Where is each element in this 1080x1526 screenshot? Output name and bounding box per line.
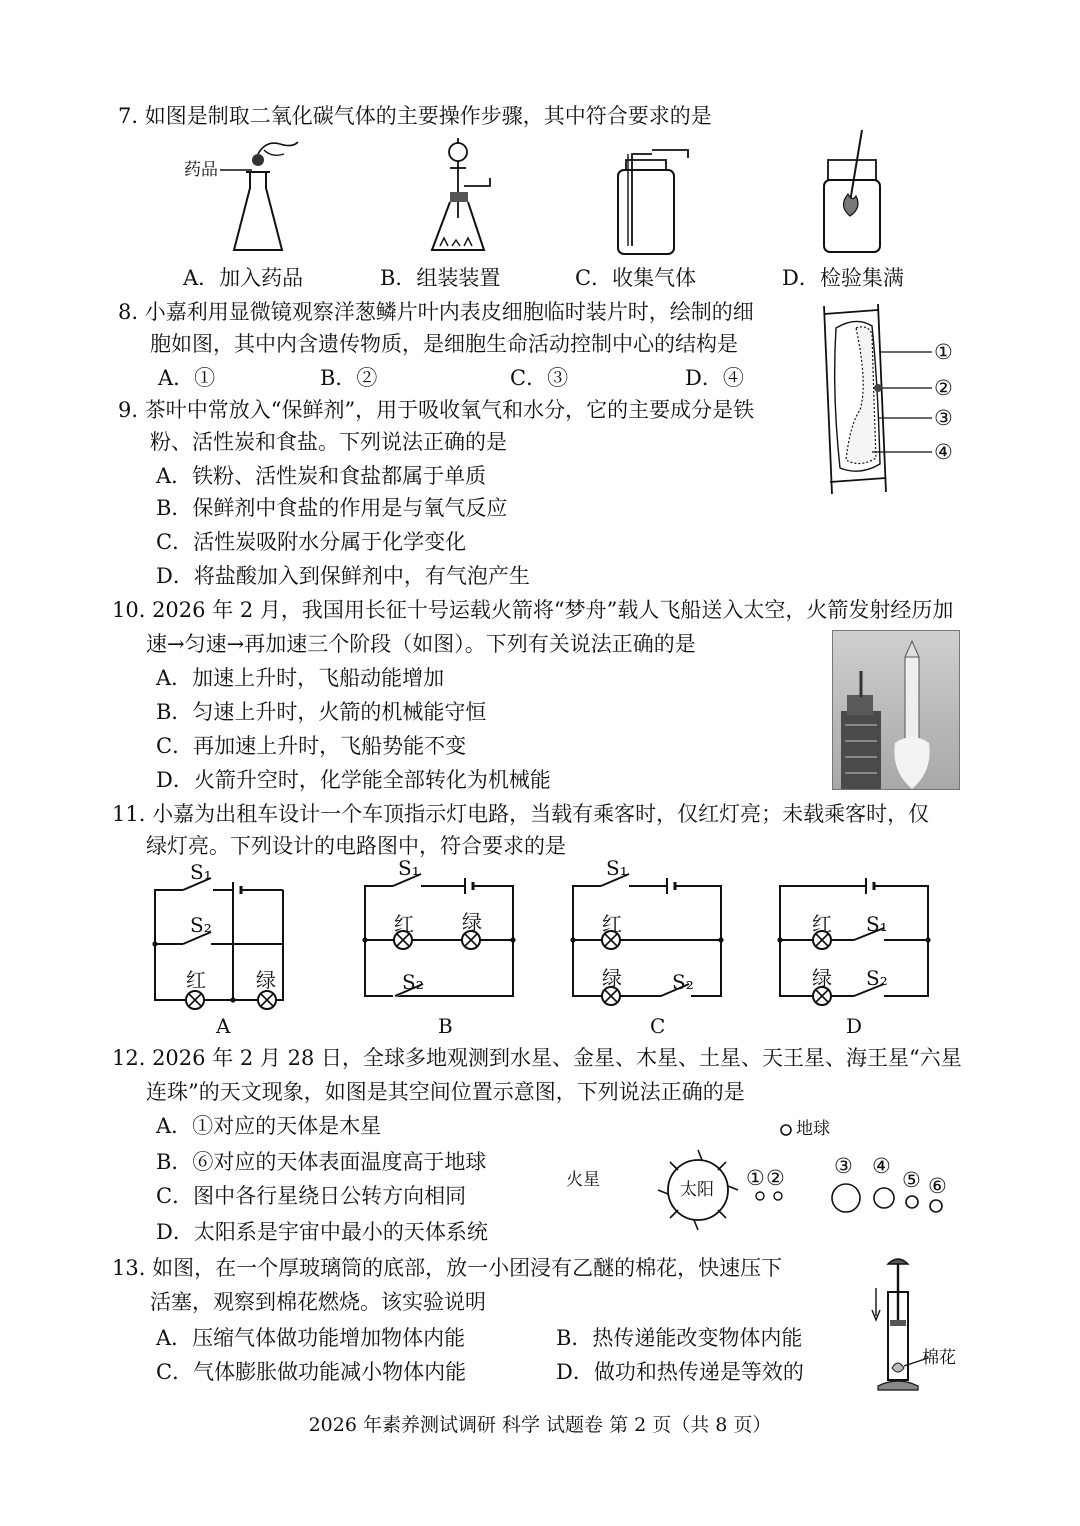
q9-option-b: B．保鲜剂中食盐的作用是与氧气反应 bbox=[156, 496, 508, 520]
q12-stem-line1: 12. 2026 年 2 月 28 日，全球多地观测到水星、金星、木星、土星、天王星、海王星“六星 bbox=[112, 1046, 962, 1070]
circuit-a-s2: S₂ bbox=[190, 913, 212, 937]
q9-option-a: A．铁粉、活性炭和食盐都属于单质 bbox=[156, 464, 487, 488]
planet-marker-3: ③ bbox=[834, 1154, 853, 1178]
q7-drug-label: 药品 bbox=[184, 160, 218, 180]
planet-marker-6: ⑥ bbox=[928, 1174, 947, 1198]
q8-marker-3: ③ bbox=[934, 406, 953, 430]
q7-option-d: D．检验集满 bbox=[782, 266, 904, 290]
circuit-d-green: 绿 bbox=[812, 966, 832, 990]
circuit-b-green: 绿 bbox=[462, 910, 482, 934]
q12-option-a: A．①对应的天体是木星 bbox=[156, 1114, 382, 1138]
q13-option-d: D．做功和热传递是等效的 bbox=[556, 1360, 804, 1384]
circuit-b-red: 红 bbox=[394, 912, 414, 936]
q7-fig-a-add-drug bbox=[180, 138, 310, 258]
q10-stem-line2: 速→匀速→再加速三个阶段（如图）。下列有关说法正确的是 bbox=[146, 632, 696, 656]
page-footer: 2026 年素养测试调研 科学 试题卷 第 2 页（共 8 页） bbox=[308, 1414, 772, 1436]
q8-marker-2: ② bbox=[934, 376, 953, 400]
circuit-a-caption: A bbox=[216, 1014, 231, 1038]
circuit-a-red: 红 bbox=[186, 968, 206, 992]
circuit-b-s2: S₂ bbox=[402, 970, 424, 994]
circuit-d-s2: S₂ bbox=[866, 966, 888, 990]
label-earth: 地球 bbox=[796, 1119, 830, 1139]
q13-stem-line1: 13. 如图，在一个厚玻璃筒的底部，放一小团浸有乙醚的棉花，快速压下 bbox=[112, 1256, 783, 1280]
circuit-a-s1: S₁ bbox=[190, 860, 212, 884]
q12-option-d: D．太阳系是宇宙中最小的天体系统 bbox=[156, 1220, 488, 1244]
q10-option-a: A．加速上升时，飞船动能增加 bbox=[156, 666, 445, 690]
q8-option-c: C．③ bbox=[510, 366, 569, 390]
q10-option-b: B．匀速上升时，火箭的机械能守恒 bbox=[156, 700, 487, 724]
q12-stem-line2: 连珠”的天文现象，如图是其空间位置示意图，下列说法正确的是 bbox=[146, 1080, 745, 1104]
circuit-d-caption: D bbox=[846, 1014, 863, 1038]
circuit-c-green: 绿 bbox=[602, 966, 622, 990]
q7-fig-d-verify bbox=[818, 130, 888, 256]
circuit-b-s1: S₁ bbox=[398, 856, 420, 880]
circuit-c-caption: C bbox=[650, 1014, 666, 1038]
label-mars: 火星 bbox=[566, 1170, 600, 1190]
q7-fig-b-assemble bbox=[420, 138, 520, 258]
q13-option-a: A．压缩气体做功能增加物体内能 bbox=[156, 1326, 466, 1350]
circuit-d bbox=[780, 870, 930, 1002]
label-sun: 太阳 bbox=[680, 1180, 714, 1200]
q7-option-c: C．收集气体 bbox=[575, 266, 697, 290]
q7-fig-c-collect bbox=[608, 146, 698, 258]
q7-stem: 7. 如图是制取二氧化碳气体的主要操作步骤，其中符合要求的是 bbox=[118, 104, 712, 128]
circuit-d-red: 红 bbox=[812, 912, 832, 936]
q13-stem-line2: 活塞，观察到棉花燃烧。该实验说明 bbox=[150, 1290, 486, 1314]
air-compression-apparatus bbox=[868, 1254, 948, 1394]
q9-stem-line1: 9. 茶叶中常放入“保鲜剂”，用于吸收氧气和水分，它的主要成分是铁 bbox=[118, 398, 755, 422]
q8-option-d: D．④ bbox=[685, 366, 744, 390]
planet-marker-2: ② bbox=[766, 1166, 785, 1190]
q8-stem-line2: 胞如图，其中内含遗传物质，是细胞生命活动控制中心的结构是 bbox=[150, 332, 738, 356]
q11-stem-line2: 绿灯亮。下列设计的电路图中，符合要求的是 bbox=[146, 834, 566, 858]
q12-option-b: B．⑥对应的天体表面温度高于地球 bbox=[156, 1150, 487, 1174]
circuit-b bbox=[365, 870, 515, 1002]
q8-option-b: B．② bbox=[320, 366, 378, 390]
q9-stem-line2: 粉、活性炭和食盐。下列说法正确的是 bbox=[150, 430, 507, 454]
q8-marker-1: ① bbox=[934, 340, 953, 364]
q8-stem-line1: 8. 小嘉利用显微镜观察洋葱鳞片叶内表皮细胞临时装片时，绘制的细 bbox=[118, 300, 754, 324]
q12-option-c: C．图中各行星绕日公转方向相同 bbox=[156, 1184, 467, 1208]
q9-option-d: D．将盐酸加入到保鲜剂中，有气泡产生 bbox=[156, 564, 530, 588]
q7-option-a: A．加入药品 bbox=[183, 266, 304, 290]
q10-stem-line1: 10. 2026 年 2 月，我国用长征十号运载火箭将“梦舟”载人飞船送入太空，火箭发射经历加 bbox=[112, 598, 954, 622]
label-cotton: 棉花 bbox=[922, 1348, 956, 1368]
circuit-c-s1: S₁ bbox=[606, 856, 628, 880]
rocket-launch-photo bbox=[832, 630, 960, 790]
q10-option-d: D．火箭升空时，化学能全部转化为机械能 bbox=[156, 768, 551, 792]
q8-marker-4: ④ bbox=[934, 440, 953, 464]
circuit-c-red: 红 bbox=[602, 912, 622, 936]
q9-option-c: C．活性炭吸附水分属于化学变化 bbox=[156, 530, 467, 554]
q8-option-a: A．① bbox=[158, 366, 216, 390]
circuit-b-caption: B bbox=[438, 1014, 453, 1038]
q13-option-b: B．热传递能改变物体内能 bbox=[556, 1326, 803, 1350]
planet-marker-4: ④ bbox=[872, 1154, 891, 1178]
q11-stem-line1: 11. 小嘉为出租车设计一个车顶指示灯电路，当载有乘客时，仅红灯亮；未载乘客时，仅 bbox=[112, 802, 930, 826]
circuit-a-green: 绿 bbox=[256, 968, 276, 992]
q13-option-c: C．气体膨胀做功能减小物体内能 bbox=[156, 1360, 467, 1384]
planet-marker-5: ⑤ bbox=[902, 1168, 921, 1192]
circuit-d-s1: S₁ bbox=[866, 912, 888, 936]
q10-option-c: C．再加速上升时，飞船势能不变 bbox=[156, 734, 467, 758]
q8-cell-diagram bbox=[816, 304, 936, 500]
planet-marker-1: ① bbox=[746, 1166, 765, 1190]
circuit-c-s2: S₂ bbox=[672, 970, 694, 994]
q7-option-b: B．组装装置 bbox=[380, 266, 501, 290]
circuit-c bbox=[573, 870, 723, 1002]
